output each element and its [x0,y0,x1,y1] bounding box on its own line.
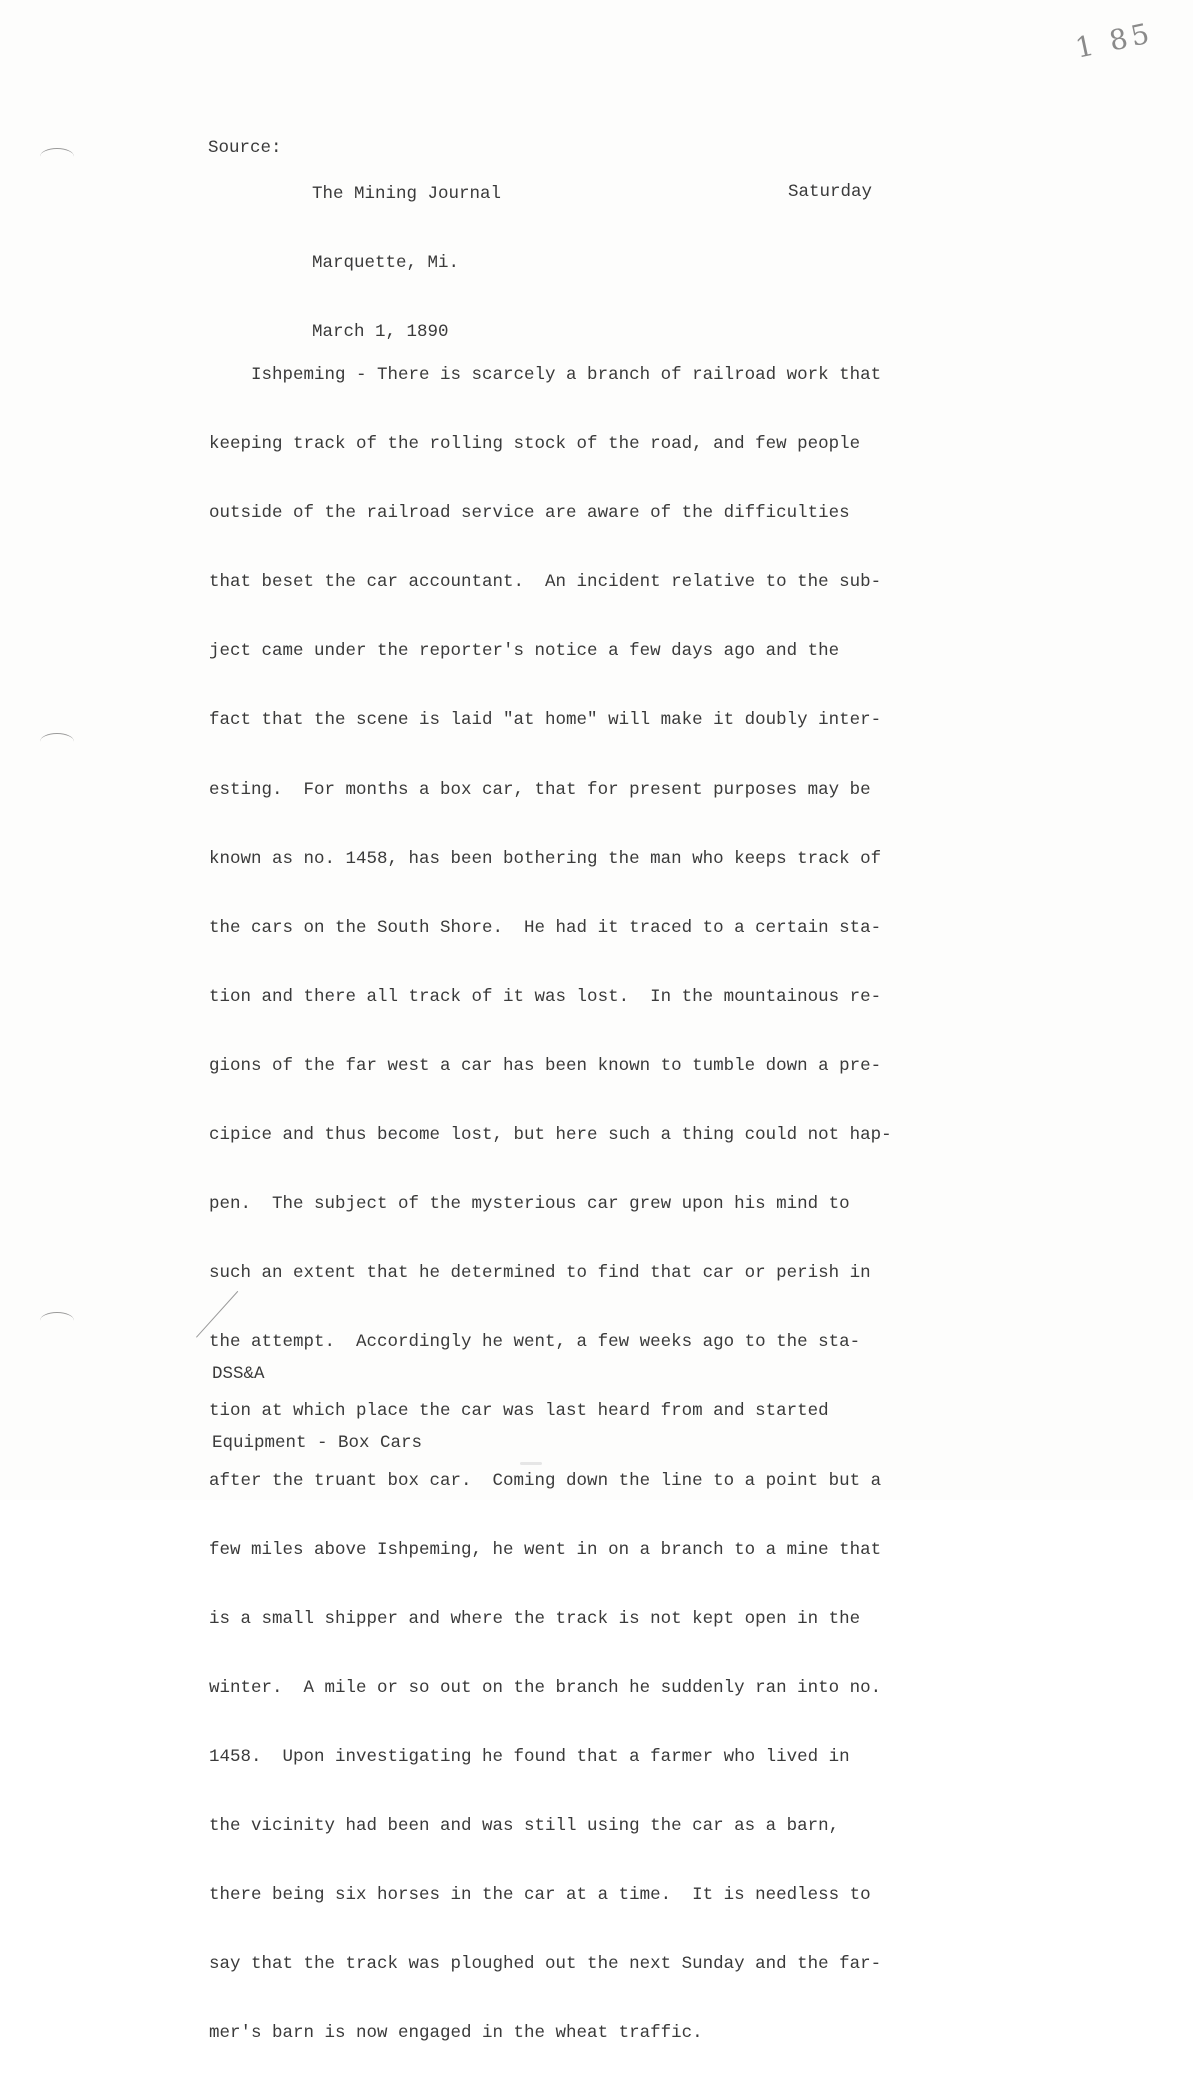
article-line: few miles above Ishpeming, he went in on a branch to a mine that [209,1539,882,1560]
hole-punch-mark [40,1312,74,1329]
source-publication: The Mining Journal [312,184,502,204]
footer-category: Equipment - Box Cars [212,1433,423,1453]
article-line: the attempt. Accordingly he went, a few weeks ago to the sta- [209,1332,861,1353]
article-line: the cars on the South Shore. He had it traced to a certain sta- [209,917,882,938]
article-line: mer's barn is now engaged in the wheat traffic. [209,2023,703,2044]
article-line: Ishpeming - There is scarcely a branch of railroad work that [209,365,882,385]
article-line: gions of the far west a car has been known to tumble down a pre- [209,1055,882,1076]
source-location: Marquette, Mi. [312,253,460,273]
hole-punch-mark [40,733,74,750]
article-line: say that the track was ploughed out the next Sunday and the far- [209,1954,882,1975]
article-line: there being six horses in the car at a time. It is needless to [209,1885,871,1906]
article-line: ject came under the reporter's notice a few days ago and the [209,641,840,662]
article-line: winter. A mile or so out on the branch he suddenly ran into no. [209,1677,882,1698]
article-body [209,318,892,2091]
article-line: outside of the railroad service are aware of the difficulties [209,503,850,524]
article-line: keeping track of the rolling stock of the road, and few people [209,434,861,455]
article-line: tion and there all track of it was lost. In the mountainous re- [209,986,882,1007]
article-line: cipice and thus become lost, but here such a thing could not hap- [209,1125,892,1146]
article-line: 1458. Upon investigating he found that a farmer who lived in [209,1746,850,1767]
hole-punch-mark [40,148,74,165]
footer-railroad: DSS&A [212,1364,265,1384]
article-line: esting. For months a box car, that for present purposes may be [209,779,871,800]
handwritten-page-number: 1 85 [1072,16,1156,65]
footer-block [212,1317,422,1501]
article-line: pen. The subject of the mysterious car grew upon his mind to [209,1194,850,1215]
article-line: tion at which place the car was last heard from and started [209,1401,829,1422]
source-day: Saturday [788,182,873,202]
source-date: March 1, 1890 [312,322,449,342]
article-line: the vicinity had been and was still using the car as a barn, [209,1815,840,1836]
article-line: after the truant box car. Coming down the line to a point but a [209,1470,882,1491]
article-line: that beset the car accountant. An incident relative to the sub- [209,572,882,593]
article-line: known as no. 1458, has been bothering the man who keeps track of [209,848,882,869]
article-line: such an extent that he determined to find that car or perish in [209,1263,871,1284]
article-line: is a small shipper and where the track is not kept open in the [209,1608,861,1629]
source-label: Source: [208,138,282,158]
article-line: fact that the scene is laid "at home" will make it doubly inter- [209,710,882,731]
paper-smudge [520,1462,542,1465]
